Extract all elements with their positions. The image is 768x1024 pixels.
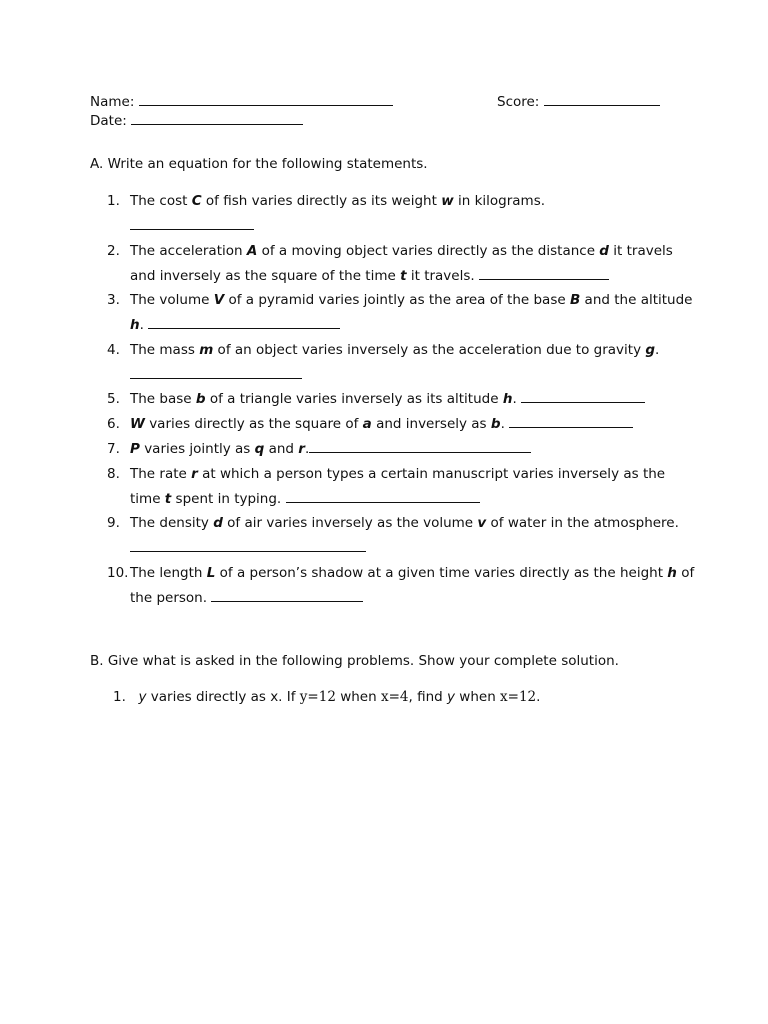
name-label: Name: <box>90 94 135 110</box>
item-text: at which a person types a certain manuscript varies inversely as the time <box>130 466 666 507</box>
item-text: when <box>455 689 501 705</box>
section-b-heading: B. Give what is asked in the following problems. Show your complete solution. <box>90 653 619 669</box>
item-text: . <box>139 316 144 333</box>
item-text: The volume <box>130 292 214 308</box>
variable: v <box>477 515 487 531</box>
item-number: 10. <box>107 565 129 581</box>
item-text: it travels. <box>406 267 475 284</box>
variable: q <box>254 441 265 457</box>
item-text: varies directly as x. If <box>146 689 300 705</box>
item-number: 1. <box>107 193 120 209</box>
name-field <box>90 92 393 110</box>
item-text: . <box>304 441 310 457</box>
answer-blank[interactable] <box>211 588 363 602</box>
equation: x=4 <box>380 689 409 705</box>
section-a-item <box>107 288 697 338</box>
item-text: in kilograms. <box>453 193 546 209</box>
variable: L <box>206 565 216 581</box>
answer-blank[interactable] <box>509 414 633 428</box>
item-text: The length <box>130 565 207 581</box>
section-a-item <box>107 561 697 611</box>
item-text: varies directly as the square of <box>144 416 363 432</box>
item-number: 9. <box>107 515 120 531</box>
item-text: of a triangle varies inversely as its altitude <box>205 391 503 407</box>
item-number: 6. <box>107 416 120 432</box>
section-a-item <box>107 462 697 512</box>
date-field <box>90 111 303 129</box>
variable: B <box>569 292 581 308</box>
item-text: and inversely as <box>371 416 491 432</box>
answer-blank[interactable] <box>479 266 609 280</box>
item-text: . <box>655 342 660 358</box>
section-a-item <box>107 412 697 437</box>
variable: a <box>362 416 372 432</box>
answer-blank[interactable] <box>309 439 531 453</box>
variable: w <box>441 193 454 209</box>
item-text: . <box>536 689 541 705</box>
item-text: The base <box>130 391 196 407</box>
date-label: Date: <box>90 113 127 129</box>
item-text: of the person. <box>130 565 695 606</box>
variable: C <box>191 193 202 209</box>
item-text: . <box>512 391 517 407</box>
section-b-item <box>113 689 540 705</box>
score-blank[interactable] <box>544 92 660 106</box>
variable: V <box>213 292 225 308</box>
section-a-heading: A. Write an equation for the following statements. <box>90 156 428 172</box>
item-text: of a pyramid varies jointly as the area of the base <box>224 292 570 308</box>
item-text: The density <box>130 515 214 531</box>
item-text: of a person’s shadow at a given time varies directly as the height <box>215 565 668 581</box>
section-a-item <box>107 338 697 388</box>
variable: h <box>667 565 677 581</box>
variable: A <box>246 243 258 259</box>
variable: m <box>199 342 214 358</box>
score-field <box>497 92 660 110</box>
item-text: and the altitude <box>580 292 693 308</box>
item-number: 4. <box>107 342 120 358</box>
variable: h <box>130 316 140 333</box>
section-a-item <box>107 239 697 289</box>
item-text: The cost <box>130 193 192 209</box>
variable: y <box>138 689 147 705</box>
section-a-item <box>107 189 697 239</box>
answer-blank[interactable] <box>286 489 480 503</box>
variable: y <box>447 689 455 705</box>
equation: y=12 <box>299 689 336 705</box>
variable: r <box>191 466 198 482</box>
item-text: and <box>264 441 299 457</box>
item-number: 3. <box>107 292 120 308</box>
answer-blank[interactable] <box>130 538 366 552</box>
item-text: of air varies inversely as the volume <box>222 515 478 531</box>
item-text: it travels and inversely as the square of the time <box>130 243 673 284</box>
item-text: , find <box>408 689 447 705</box>
item-text: . <box>500 416 505 432</box>
item-text: of water in the atmosphere. <box>486 515 679 531</box>
answer-blank[interactable] <box>521 389 645 403</box>
section-a-item <box>107 387 697 412</box>
variable: b <box>490 416 501 432</box>
answer-blank[interactable] <box>130 365 302 379</box>
item-text: of an object varies inversely as the acceleration due to gravity <box>213 342 646 358</box>
variable: P <box>130 441 140 457</box>
item-number: 5. <box>107 391 120 407</box>
date-blank[interactable] <box>131 111 303 125</box>
answer-blank[interactable] <box>130 216 254 230</box>
score-label: Score: <box>497 94 540 110</box>
item-text: of a moving object varies directly as the distance <box>257 243 600 259</box>
variable: d <box>213 515 223 531</box>
variable: t <box>400 267 407 284</box>
item-number: 8. <box>107 466 120 482</box>
item-text: The rate <box>130 466 192 482</box>
item-text: varies jointly as <box>139 441 255 457</box>
variable: r <box>298 441 305 457</box>
variable: b <box>195 391 206 407</box>
variable: t <box>164 490 172 507</box>
item-text: of fish varies directly as its weight <box>201 193 442 209</box>
item-text: The acceleration <box>130 243 247 259</box>
item-text: spent in typing. <box>171 490 282 507</box>
equation: x=12 <box>500 689 537 705</box>
item-number: 1. <box>113 689 126 705</box>
item-number: 7. <box>107 441 120 457</box>
variable: h <box>502 391 513 407</box>
variable: W <box>130 416 145 432</box>
item-text: The mass <box>130 342 200 358</box>
answer-blank[interactable] <box>148 315 340 329</box>
item-text: when <box>335 689 381 705</box>
variable: g <box>645 342 656 358</box>
variable: d <box>599 243 609 259</box>
name-blank[interactable] <box>139 92 393 106</box>
item-number: 2. <box>107 243 120 259</box>
section-a-item <box>107 437 697 462</box>
section-a-item <box>107 511 697 561</box>
